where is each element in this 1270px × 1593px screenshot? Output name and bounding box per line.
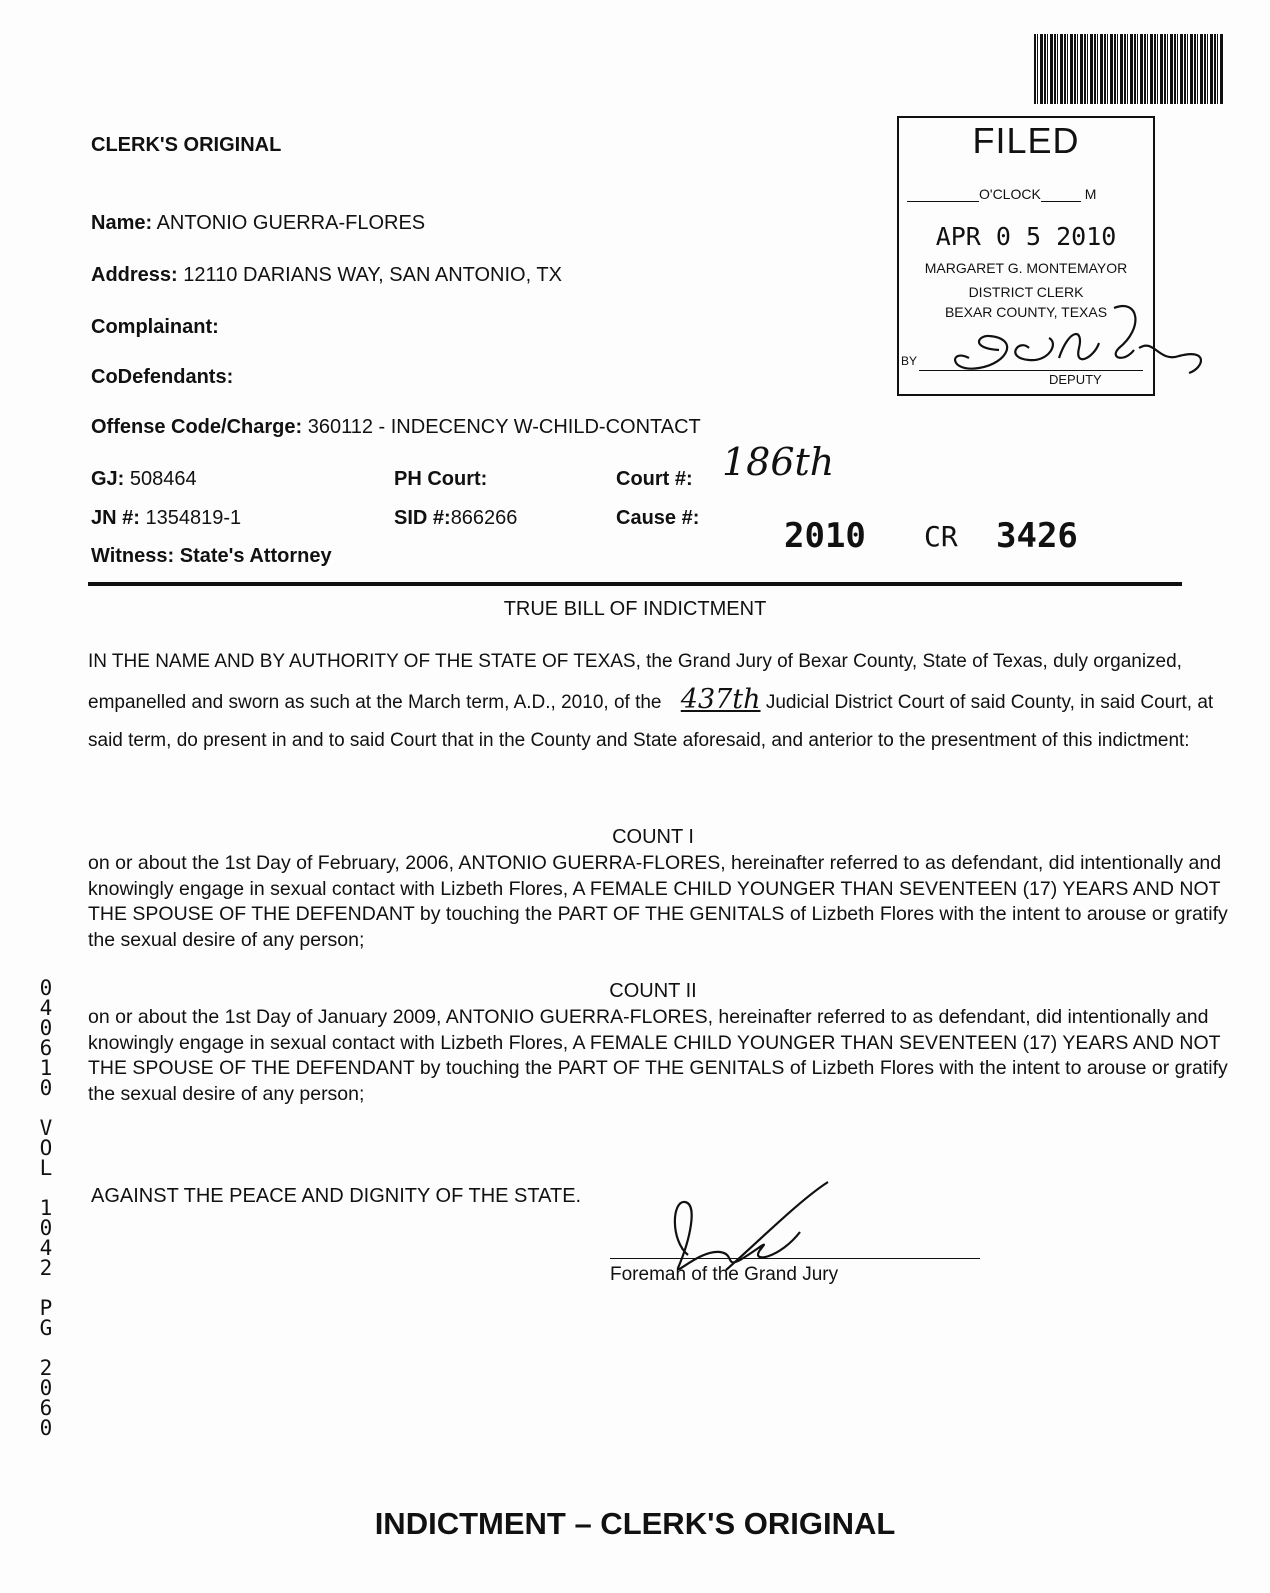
- side-stamp-char: 2: [39, 1356, 53, 1380]
- intro-text-1: IN THE NAME AND BY AUTHORITY OF THE STATE OF TEXAS, the Grand Jury of Bexar County, State of Texas, duly organized, empanelled and sworn as such at the March term, A.D., 2010, of the: [88, 651, 1182, 713]
- gj-value: 508464: [129, 468, 197, 490]
- side-stamp-char: G: [39, 1316, 53, 1340]
- court-handwritten: 186th: [722, 440, 835, 484]
- codefendants-label: CoDefendants:: [91, 366, 234, 388]
- filed-stamp: [897, 116, 1155, 396]
- gj-label: GJ:: [91, 468, 125, 490]
- stamp-signature-line: [919, 370, 1143, 371]
- name-value: ANTONIO GUERRA-FLORES: [156, 212, 426, 234]
- jn-label: JN #:: [91, 507, 140, 529]
- address-value: 12110 DARIANS WAY, SAN ANTONIO, TX: [183, 264, 562, 286]
- stamp-county: BEXAR COUNTY, TEXAS: [944, 304, 1108, 320]
- stamp-m-label: M: [1084, 186, 1097, 202]
- complainant-label: Complainant:: [91, 316, 219, 338]
- gj-field: [91, 468, 197, 491]
- jn-value: 1354819-1: [145, 507, 242, 529]
- side-stamp-char: 0: [39, 1416, 53, 1440]
- intro-court-handwritten: 437th: [680, 684, 761, 715]
- count1-heading: COUNT I: [612, 826, 694, 848]
- witness-label: Witness:: [91, 545, 175, 567]
- stamp-oclock: [907, 186, 1096, 202]
- side-stamp-char: [36, 1278, 56, 1298]
- name-field: [91, 212, 425, 235]
- side-stamp-char: 4: [39, 1236, 53, 1260]
- cause-label: Cause #:: [616, 507, 700, 529]
- cause-cr: CR: [924, 520, 958, 553]
- side-stamp-char: 0: [39, 1216, 53, 1240]
- side-stamp-char: L: [39, 1156, 53, 1180]
- side-stamp-char: 1: [39, 1056, 53, 1080]
- foreman-label: Foreman of the Grand Jury: [610, 1264, 839, 1285]
- stamp-clerk-name: MARGARET G. MONTEMAYOR: [924, 260, 1128, 276]
- stamp-oclock-label: O'CLOCK: [979, 186, 1041, 202]
- count2-text: on or about the 1st Day of January 2009, ANTONIO GUERRA-FLORES, hereinafter referred to as defendant, did intentionally and knowingly engage in sexual contact with Lizbeth Flores, A FEMALE CHILD YOUNGER THAN SEVENTEEN (17) YEARS AND NOT THE SPOUSE OF THE DEFENDANT by touching the PART OF THE GENITALS of Lizbeth Flores with the intent to arouse or gratify the sexual desire of any person;: [88, 1006, 1228, 1105]
- document-heading: TRUE BILL OF INDICTMENT: [503, 598, 767, 620]
- side-stamp-char: 6: [39, 1396, 53, 1420]
- witness-value: State's Attorney: [179, 545, 332, 567]
- address-label: Address:: [91, 264, 178, 286]
- side-stamp-char: [36, 1178, 56, 1198]
- header-divider: [88, 582, 1182, 586]
- address-field: [91, 264, 562, 287]
- stamp-date: APR 0 5 2010: [935, 222, 1117, 251]
- side-stamp-char: 6: [39, 1036, 53, 1060]
- side-stamp-char: [36, 1338, 56, 1358]
- side-stamp-char: 0: [39, 1376, 53, 1400]
- cause-year: 2010: [784, 516, 866, 556]
- side-stamp-char: 2: [39, 1256, 53, 1280]
- side-stamp-char: 4: [39, 996, 53, 1020]
- side-stamp-char: [36, 1098, 56, 1118]
- cause-number: 3426: [996, 516, 1078, 556]
- offense-label: Offense Code/Charge:: [91, 416, 303, 438]
- stamp-deputy: DEPUTY: [1049, 372, 1102, 387]
- barcode-icon: [1034, 34, 1224, 104]
- ph-court-label: PH Court:: [394, 468, 488, 490]
- name-label: Name:: [91, 212, 153, 234]
- sid-value: 866266: [450, 507, 518, 529]
- offense-value: 360112 - INDECENCY W-CHILD-CONTACT: [307, 416, 701, 438]
- side-stamp-char: O: [39, 1136, 53, 1160]
- stamp-by: BY: [901, 354, 918, 368]
- closing-statement: AGAINST THE PEACE AND DIGNITY OF THE STATE.: [91, 1185, 582, 1207]
- jn-field: [91, 507, 241, 530]
- stamp-clerk-title: DISTRICT CLERK: [968, 284, 1084, 300]
- side-stamp-char: 0: [39, 1016, 53, 1040]
- side-stamp-char: 1: [39, 1196, 53, 1220]
- clerks-original-label: CLERK'S ORIGINAL: [91, 134, 282, 156]
- count1-text: on or about the 1st Day of February, 2006, ANTONIO GUERRA-FLORES, hereinafter referred to as defendant, did intentionally and knowingly engage in sexual contact with Lizbeth Flores, A FEMALE CHILD YOUNGER THAN SEVENTEEN (17) YEARS AND NOT THE SPOUSE OF THE DEFENDANT by touching the PART OF THE GENITALS of Lizbeth Flores with the intent to arouse or gratify the sexual desire of any person;: [88, 852, 1228, 951]
- stamp-title: FILED: [972, 120, 1080, 161]
- witness-field: [91, 545, 332, 568]
- foreman-signature-line: [610, 1258, 980, 1259]
- intro-paragraph: [88, 643, 1228, 760]
- sid-field: [394, 507, 517, 530]
- count2-heading: COUNT II: [609, 980, 697, 1002]
- side-stamp-char: 0: [39, 1076, 53, 1100]
- side-stamp-char: P: [39, 1296, 53, 1320]
- footer-title: INDICTMENT – CLERK'S ORIGINAL: [374, 1506, 896, 1541]
- offense-field: [91, 416, 701, 439]
- side-stamp-char: 0: [39, 976, 53, 1000]
- sid-label: SID #:: [394, 507, 451, 529]
- side-stamp-char: V: [39, 1116, 53, 1140]
- intro-text-2: Judicial District Court of said County, in said Court, at said term, do present in and to said Court that in the County and State aforesaid, and anterior to the presentment of this indictment:: [88, 692, 1214, 751]
- side-volume-stamp: [36, 978, 56, 1438]
- court-label: Court #:: [616, 468, 693, 490]
